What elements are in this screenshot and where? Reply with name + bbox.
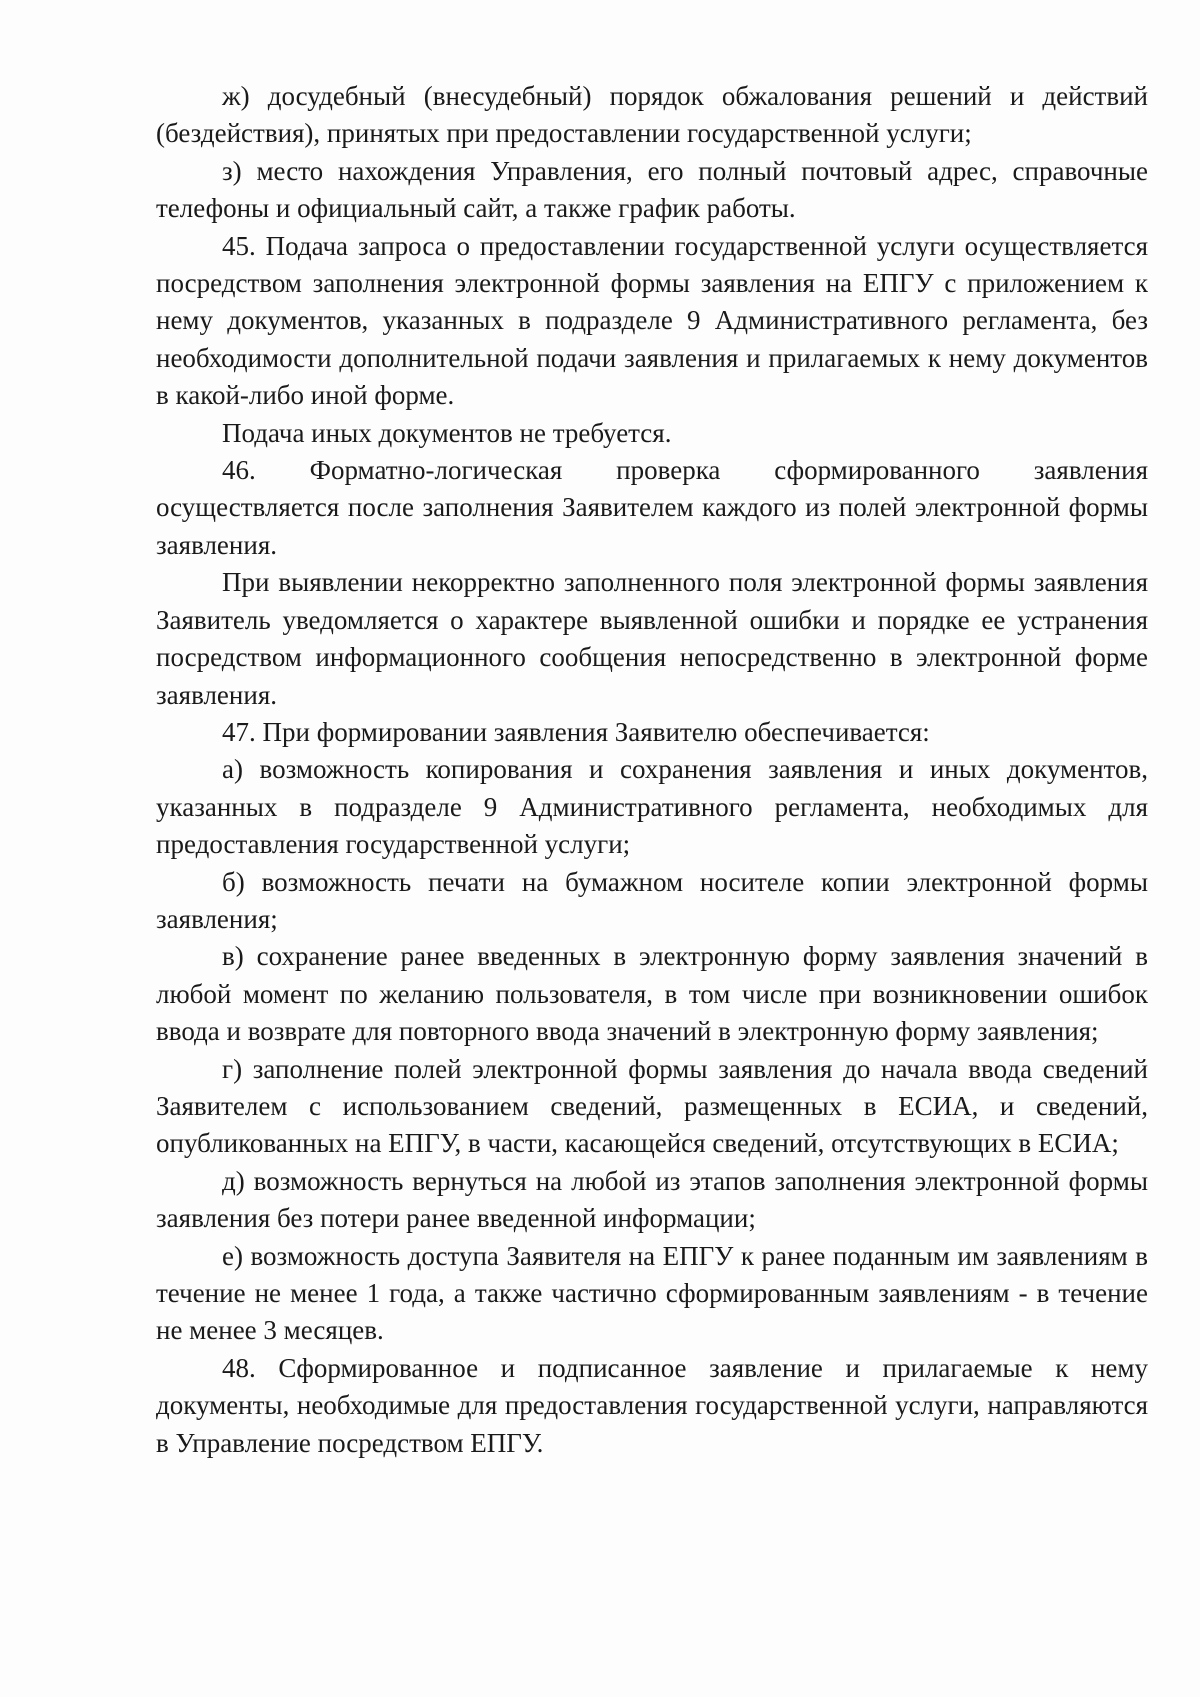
paragraph-45-note: Подача иных документов не требуется.	[222, 417, 672, 448]
paragraph-47-a: а) возможность копирования и сохранения заявления и иных документов, указанных в подразделе 9 Административного регламента, необходимых для предоставления государственной услуги;	[156, 754, 1148, 860]
paragraph-zh: ж) досудебный (внесудебный) порядок обжалования решений и действий (бездействия), принятых при предоставлении государственной услуги;	[156, 81, 1148, 149]
paragraph-46: 46. Форматно-логическая проверка сформированного заявления осуществляется после заполнения Заявителем каждого из полей электронной формы заявления.	[156, 455, 1148, 560]
paragraph-47-e: е) возможность доступа Заявителя на ЕПГУ к ранее поданным им заявлениям в течение не менее 1 года, а также частично сформированным заявлениям - в течение не менее 3 месяцев.	[156, 1240, 1148, 1346]
paragraph-47-v: в) сохранение ранее введенных в электронную форму заявления значений в любой момент по желанию пользователя, в том числе при возникновении ошибок ввода и возврате для повторного ввода значений в электронную форму заявления;	[156, 941, 1148, 1047]
paragraph-47-b: б) возможность печати на бумажном носителе копии электронной формы заявления;	[156, 866, 1148, 934]
paragraph-z: з) место нахождения Управления, его полный почтовый адрес, справочные телефоны и официальный сайт, а также график работы.	[156, 155, 1148, 224]
paragraph-48: 48. Сформированное и подписанное заявление и прилагаемые к нему документы, необходимые для предоставления государственной услуги, направляются в Управление посредством ЕПГУ.	[156, 1352, 1148, 1458]
paragraph-46-error: При выявлении некорректно заполненного поля электронной формы заявления Заявитель уведомляется о характере выявленной ошибки и порядке ее устранения посредством информационного сообщения непосредственно в электронной форме заявления.	[156, 567, 1148, 710]
paragraph-47-d: д) возможность вернуться на любой из этапов заполнения электронной формы заявления без потери ранее введенной информации;	[156, 1165, 1148, 1234]
paragraph-47: 47. При формировании заявления Заявителю обеспечивается:	[222, 716, 930, 747]
paragraph-47-g: г) заполнение полей электронной формы заявления до начала ввода сведений Заявителем с использованием сведений, размещенных в ЕСИА, и сведений, опубликованных на ЕПГУ, в части, касающейся сведений, отсутствующих в ЕСИА;	[156, 1053, 1148, 1159]
paragraph-45: 45. Подача запроса о предоставлении государственной услуги осуществляется посредством заполнения электронной формы заявления на ЕПГУ с приложением к нему документов, указанных в подразделе 9 Административного регламента, без необходимости дополнительной подачи заявления и прилагаемых к нему документов в какой-либо иной форме.	[156, 230, 1148, 411]
document-body	[156, 78, 1148, 1462]
